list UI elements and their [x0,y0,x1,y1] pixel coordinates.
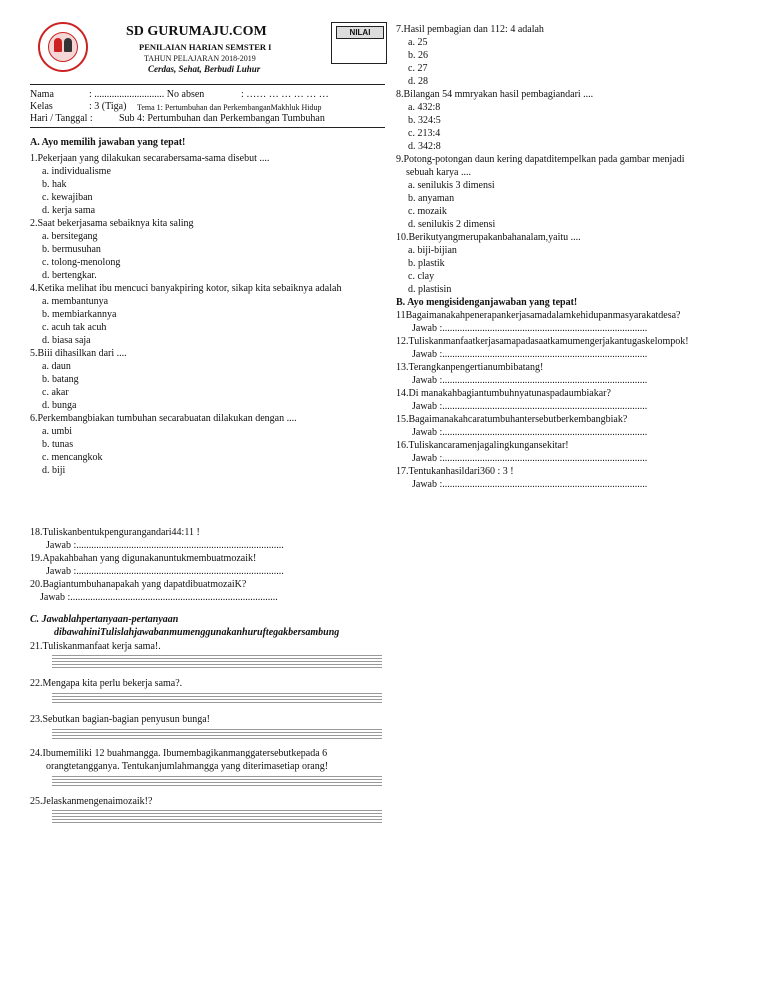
question-text: 18.Tuliskanbentukpengurangandari44:11 ! [30,527,200,538]
writing-line[interactable] [52,816,382,817]
option-c[interactable]: c. 27 [408,63,428,74]
section-b-title: B. Ayo mengisidenganjawaban yang tepat! [396,297,578,308]
question-text: 2.Saat bekerjasama sebaiknya kita saling [30,218,194,229]
question-text: 20.Bagiantumbuhanapakah yang dapatdibuatmozaiK? [30,579,247,590]
question-text: 12.Tuliskanmanfaatkerjasamapadasaatkamumengerjakantugaskelompok! [396,336,689,347]
logo-emblem-icon [48,32,78,62]
section-a-title: A. Ayo memilih jawaban yang tepat! [30,137,186,148]
score-label: NILAI [336,26,384,39]
option-c[interactable]: c. 213:4 [408,128,441,139]
theme-text: Tema 1: Pertumbuhan dan PerkembanganMakhluk Hidup [137,103,322,112]
essay-16 [396,439,736,465]
option-c[interactable]: c. mencangkok [42,452,103,463]
essay-13 [396,361,736,387]
writing-line[interactable] [52,776,382,777]
question-8 [396,88,736,153]
option-c[interactable]: c. tolong-menolong [42,257,121,268]
question-5 [30,347,390,412]
right-column [396,23,736,491]
absen-field[interactable]: : …… … … … … … [241,89,329,100]
writing-line[interactable] [52,785,382,786]
option-d[interactable]: d. biasa saja [42,335,91,346]
question-text: 5.Biii dihasilkan dari .... [30,348,127,359]
section-a [30,136,390,477]
lower-essay [30,526,390,604]
option-b[interactable]: b. tunas [42,439,74,450]
writing-line[interactable] [52,810,382,811]
answer-line[interactable]: Jawab :.................................................................................. [412,323,648,334]
school-name: SD GURUMAJU.COM [126,24,267,39]
question-text: 15.Bagaimanakahcaratumbuhantersebutberkembangbiak? [396,414,628,425]
answer-line[interactable]: Jawab :.................................................................................. [412,375,648,386]
option-d[interactable]: d. 342:8 [408,141,441,152]
school-year: TAHUN PELAJARAN 2018-2019 [144,54,256,63]
exam-title: PENILAIAN HARIAN SEMSTER I [139,42,272,52]
option-c[interactable]: c. clay [408,271,435,282]
question-23: 23.Sebutkan bagian-bagian penyusun bunga! [30,714,210,725]
writing-line[interactable] [52,661,382,662]
option-d[interactable]: d. 28 [408,76,428,87]
section-c-instruction: dibawahiniTulislahjawabanmumenggunakanhuruftegakbersambung [54,627,340,638]
question-1 [30,152,390,217]
question-text: 1.Pekerjaan yang dilakukan secarabersama-sama disebut .... [30,153,270,164]
option-d[interactable]: d. kerja sama [42,205,96,216]
option-c[interactable]: c. mozaik [408,206,447,217]
option-b[interactable]: b. anyaman [408,193,455,204]
question-text: 19.Apakahbahan yang digunakanuntukmembuatmozaik! [30,553,257,564]
school-logo [38,22,88,72]
option-a[interactable]: a. 432:8 [408,102,441,113]
option-a[interactable]: a. bersitegang [42,231,98,242]
option-b[interactable]: b. 26 [408,50,428,61]
question-24-cont: orangtetangganya. Tentukanjumlahmangga yang diterimasetiap orang! [46,761,329,772]
essay-14 [396,387,736,413]
header-divider [30,84,385,85]
question-9 [396,153,736,231]
option-a[interactable]: a. individualisme [42,166,111,177]
question-7 [396,23,736,88]
logo-student-girl-icon [54,38,62,52]
question-text: 17.Tentukanhasildari360 : 3 ! [396,466,514,477]
score-box [331,22,387,64]
essay-19 [30,552,390,578]
question-text: 14.Di manakahbagiantumbuhnyatunaspadaumbiakar? [396,388,611,399]
answer-line[interactable]: Jawab :.................................................................................. [412,479,648,490]
writing-line[interactable] [52,822,382,823]
writing-line[interactable] [52,667,382,668]
option-c[interactable]: c. acuh tak acuh [42,322,107,333]
question-text: 6.Perkembangbiakan tumbuhan secarabuatan dilakukan dengan .... [30,413,297,424]
answer-line[interactable]: Jawab :.................................................................................. [412,453,648,464]
option-a[interactable]: a. umbi [42,426,72,437]
question-text: 4.Ketika melihat ibu mencuci banyakpiring kotor, sikap kita sebaiknya adalah [30,283,342,294]
question-10 [396,231,736,296]
option-b[interactable]: b. plastik [408,258,445,269]
writing-line[interactable] [52,729,382,730]
option-b[interactable]: b. hak [42,179,67,190]
writing-line[interactable] [52,655,382,656]
answer-line[interactable]: Jawab :................................................................................... [46,566,284,577]
essay-15 [396,413,736,439]
question-text: 7.Hasil pembagian dan 112: 4 adalah [396,24,544,35]
question-22: 22.Mengapa kita perlu bekerja sama?. [30,678,183,689]
writing-line[interactable] [52,735,382,736]
logo-student-boy-icon [64,38,72,52]
writing-line[interactable] [52,664,382,665]
answer-line[interactable]: Jawab :.................................................................................. [412,349,648,360]
name-field[interactable]: : ............................ No absen [89,89,205,100]
writing-line[interactable] [52,819,382,820]
option-c[interactable]: c. kewajiban [42,192,93,203]
essay-12 [396,335,736,361]
option-d[interactable]: d. biji [42,465,66,476]
writing-line[interactable] [52,693,382,694]
option-a[interactable]: a. 25 [408,37,428,48]
question-text-cont: sebuah karya .... [406,167,471,178]
option-b[interactable]: b. bermusuhan [42,244,101,255]
option-b[interactable]: b. batang [42,374,79,385]
section-c-title: C. Jawablahpertanyaan-pertanyaan [30,614,179,625]
subtheme-text: Sub 4: Pertumbuhan dan Perkembangan Tumbuhan [119,113,325,124]
writing-line[interactable] [52,696,382,697]
question-24: 24.Ibumemiliki 12 buahmangga. Ibumembagikanmanggatersebutkepada 6 [30,748,328,759]
option-c[interactable]: c. akar [42,387,69,398]
essay-20 [30,578,390,604]
question-text: 11Bagaimanakahpenerapankerjasamadalamkehidupanmasyarakatdesa? [396,310,681,321]
essay-18 [30,526,390,552]
question-2 [30,217,390,282]
writing-line[interactable] [52,779,382,780]
writing-line[interactable] [52,782,382,783]
question-text: 8.Bilangan 54 mmryakan hasil pembagiandari .... [396,89,594,100]
question-text: 9.Potong-potongan daun kering dapatditempelkan pada gambar menjadi [396,154,685,165]
answer-line[interactable]: Jawab :.................................................................................. [412,427,648,438]
option-a[interactable]: a. membantunya [42,296,109,307]
question-text: 16.Tuliskancaramenjagalingkungansekitar! [396,440,569,451]
option-d[interactable]: d. bertengkar. [42,270,97,281]
question-21: 21.Tuliskanmanfaat kerja sama!. [30,641,161,652]
writing-line[interactable] [52,738,382,739]
option-b[interactable]: b. 324:5 [408,115,441,126]
option-d[interactable]: d. plastisin [408,284,452,295]
date-label: Hari / Tanggal : [30,113,93,124]
question-text: 10.Berikutyangmerupakanbahanalam,yaitu .... [396,232,581,243]
essay-11 [396,309,736,335]
option-a[interactable]: a. senilukis 3 dimensi [408,180,495,191]
option-b[interactable]: b. membiarkannya [42,309,117,320]
option-d[interactable]: d. bunga [42,400,77,411]
name-label: Nama [30,89,54,100]
question-4 [30,282,390,347]
class-value: : 3 (Tiga) [89,101,127,112]
writing-line[interactable] [52,732,382,733]
class-label: Kelas [30,101,53,112]
option-a[interactable]: a. daun [42,361,71,372]
essay-17 [396,465,736,491]
question-text: 13.Terangkanpengertianumbibatang! [396,362,544,373]
answer-line[interactable]: Jawab :.................................................................................. [412,401,648,412]
identity-divider [30,127,385,128]
writing-line[interactable] [52,699,382,700]
answer-line[interactable]: Jawab :................................................................................... [40,592,278,603]
option-d[interactable]: d. senilukis 2 dimensi [408,219,496,230]
answer-line[interactable]: Jawab :................................................................................... [46,540,284,551]
motto: Cerdas, Sehat, Berbudi Luhur [148,64,261,74]
writing-line[interactable] [52,658,382,659]
question-25: 25.Jelaskanmengenaimozaik!? [30,796,153,807]
writing-line[interactable] [52,702,382,703]
question-6 [30,412,390,477]
writing-line[interactable] [52,813,382,814]
option-a[interactable]: a. biji-bijian [408,245,457,256]
